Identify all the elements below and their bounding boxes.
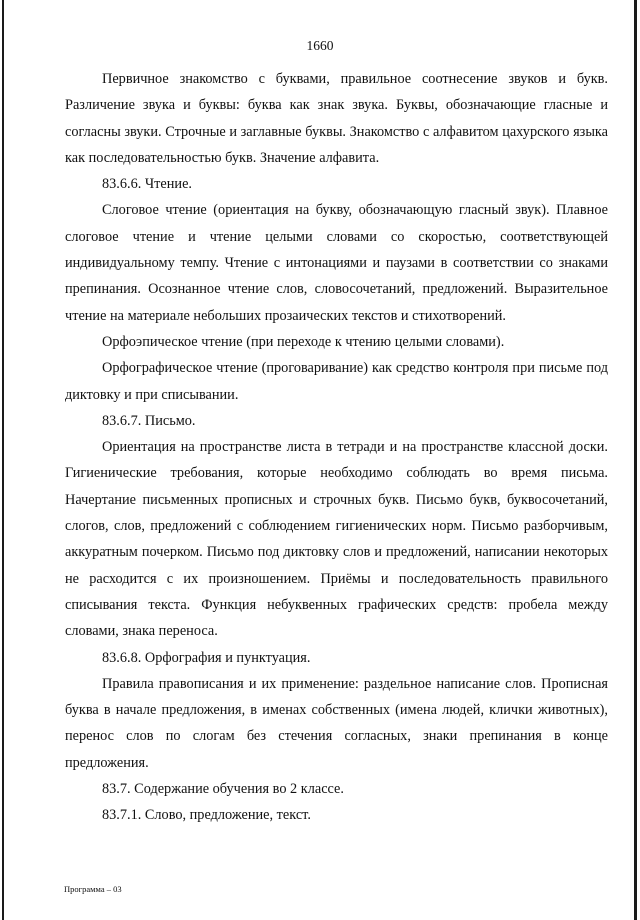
heading-reading: 83.6.6. Чтение. [102,176,192,193]
scan-border-left [2,0,4,920]
heading-word-sentence-text: 83.7.1. Слово, предложение, текст. [102,807,311,824]
page-number: 1660 [306,38,334,53]
paragraph-writing: Ориентация на пространстве листа в тетради и на пространстве классной доски. Гигиенические требования, которые необходимо соблюдать во время письма. Начертание письменных прописных и строчных букв. Письмо букв, буквосочетаний, слогов, слов, предложений с соблюдением гигиенических норм. Письмо разборчивым, аккуратным почерком. Письмо под диктовку слов и предложений, написании некоторых не расходится с их произношением. Приёмы и последовательность правильного списывания текста. Функция небуквенных графических средств: пробела между словами, знака переноса. [65,439,608,640]
paragraph-letters: Первичное знакомство с буквами, правильное соотнесение звуков и букв. Различение звука и буквы: буква как знак звука. Буквы, обозначающие гласные и согласны звуки. Строчные и заглавные буквы. Знакомство с алфавитом цахурского языка как последовательностью букв. Значение алфавита. [65,71,608,166]
heading-spelling: 83.6.8. Орфография и пунктуация. [102,649,311,666]
heading-writing: 83.6.7. Письмо. [102,412,196,429]
paragraph-reading: Слоговое чтение (ориентация на букву, обозначающую гласный звук). Плавное слоговое чтение и чтение целыми словами со скоростью, соответствующей индивидуальному темпу. Чтение с интонациями и паузами в соответствии со знаками препинания. Осознанное чтение слов, словосочетаний, предложений. Выразительное чтение на материале небольших прозаических текстов и стихотворений. [65,202,608,324]
document-body [65,66,608,829]
paragraph-orthoepic: Орфоэпическое чтение (при переходе к чтению целыми словами). [102,333,505,350]
paragraph-orthographic: Орфографическое чтение (проговаривание) как средство контроля при письме под диктовку и при списывании. [65,360,608,403]
heading-grade-2: 83.7. Содержание обучения во 2 классе. [102,781,344,798]
footer-program-label: Программа – 03 [64,884,122,894]
paragraph-spelling: Правила правописания и их применение: раздельное написание слов. Прописная буква в начале предложения, в именах собственных (имена людей, клички животных), перенос слов по слогам без стечения согласных, знаки препинания в конце предложения. [65,675,608,771]
scan-border-right [634,0,637,920]
